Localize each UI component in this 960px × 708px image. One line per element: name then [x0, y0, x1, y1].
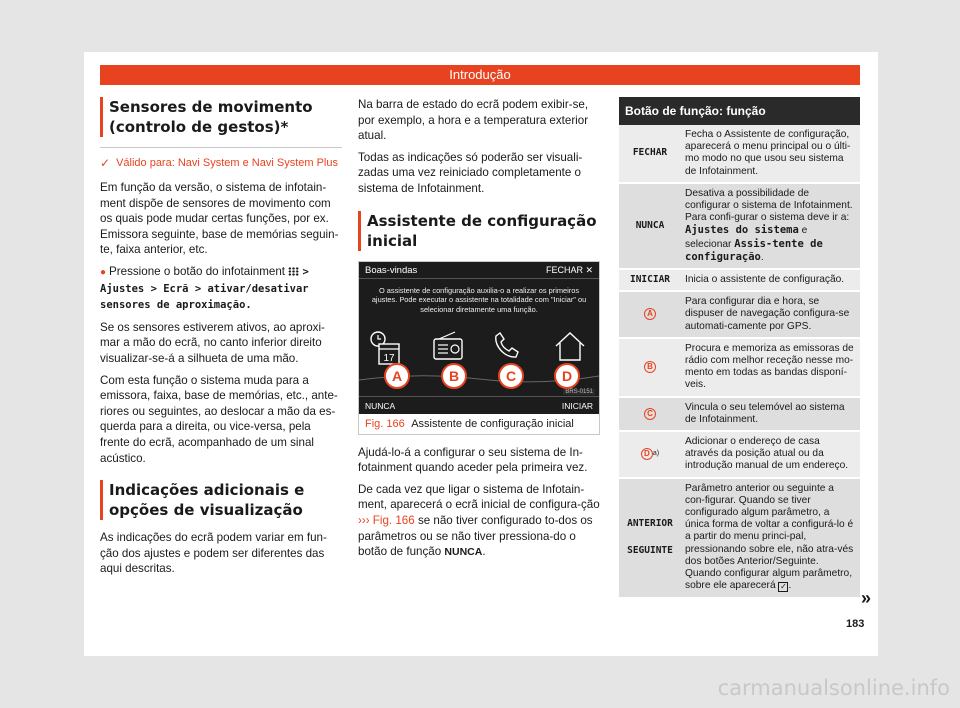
radio-icon[interactable] [431, 330, 465, 364]
table-row [619, 125, 860, 183]
heading-motion-sensors: Sensores de movimento (controlo de gestos)* [100, 97, 342, 137]
section-header: Introdução [100, 65, 860, 85]
checkbox-checked-icon: ✓ [780, 582, 787, 592]
row-key: NUNCA [619, 183, 681, 269]
calendar-clock-icon[interactable] [369, 330, 403, 368]
validity-note [100, 156, 342, 170]
row-key: INICIAR [619, 269, 681, 291]
image-code: BRS-0151 [565, 388, 593, 395]
infotainment-menu-icon [288, 267, 299, 276]
paragraph: Ajudá-lo-á a configurar o seu sistema de In-fotainment quando aceder pela primeira vez. [358, 445, 588, 475]
watermark: carmanualsonline.info [717, 676, 950, 700]
callout-c-label: C [644, 408, 656, 420]
previous-label: ANTERIOR [627, 518, 673, 530]
phone-icon[interactable] [489, 330, 523, 364]
menu-path: > Ajustes > Ecrã > ativar/desativar sensores de aproximação. [100, 265, 309, 312]
paragraph: Em função da versão, o sistema de infotain-ment dispõe de sensores de movimento com os quais pode mudar certas funções, por ex. Emissora seguinte, base de memórias seguin-te, faixa anterior, etc. [100, 181, 339, 257]
row-value: Parâmetro anterior ou seguinte a con-figurar. Quando se tiver configurado algum parâmetro, a única forma de voltar a configurá-lo é a partir do menu princi-pal, pressionando sobre ele, não atra-vés dos botões Anterior/Seguinte. Quando configurar algum parâmetro, sobre ele aparecerá ✓ . [681, 478, 860, 598]
never-button[interactable]: NUNCA [365, 400, 396, 411]
close-button[interactable]: FECHAR ✕ [545, 264, 593, 275]
row-value: Para configurar dia e hora, se dispuser de navegação configura-se automati-camente por GPS. [681, 291, 860, 338]
bullet-icon: ● [100, 266, 107, 278]
paragraph: As indicações do ecrã podem variar em fun-ção dos ajustes e podem ser diferentes das aqui descritas. [100, 531, 327, 576]
table-row [619, 291, 860, 338]
figure-number: Fig. 166 [365, 417, 405, 430]
row-value: Adicionar o endereço de casa através da posição atual ou da introdução manual de um endereço. [681, 431, 860, 478]
heading-setup-assistant: Assistente de configuração inicial [358, 211, 600, 251]
never-function-label: NUNCA [444, 546, 483, 559]
table-row [619, 338, 860, 397]
paragraph-with-reference: De cada vez que ligar o sistema de Infotain-ment, aparecerá o ecrã inicial de configura-ção ››› Fig. 166 se não tiver configurado to-dos os parâmetros ou se não tiver pressiona-do o botão de função NUNCA. [358, 482, 600, 559]
row-value: Fecha o Assistente de configuração, aparecerá o menu principal ou o últi-mo modo no que usou seu sistema de Infotainment. [681, 125, 860, 183]
column-1 [100, 97, 342, 583]
heading-additional-indications: Indicações adicionais e opções de visualização [100, 480, 342, 520]
row-key: FECHAR [619, 125, 681, 183]
row-value: Desativa a possibilidade de configurar o sistema de Infotainment. Para confi-gurar o sistema deve ir a: Ajustes do sistema e selecionar Assis-tente de configuração. [681, 183, 860, 269]
table-row [619, 397, 860, 431]
row-value: Vincula o seu telemóvel ao sistema de Infotainment. [681, 397, 860, 431]
row-key [619, 478, 681, 598]
row-key [619, 397, 681, 431]
table-row [619, 183, 860, 269]
infotainment-screen [359, 262, 599, 414]
row-key [619, 431, 681, 478]
paragraph: Na barra de estado do ecrã podem exibir-se, por exemplo, a hora e a temperatura exterior atual. [358, 98, 589, 143]
home-icon[interactable] [553, 330, 587, 364]
row-value: Procura e memoriza as emissoras de rádio com melhor receção nesse mo-mento em todas as bandas disponí-veis. [681, 338, 860, 397]
paragraph: Todas as indicações só poderão ser visuali-zadas uma vez reiniciado completamente o sistema de Infotainment. [358, 150, 583, 195]
callout-a-label: A [644, 308, 656, 320]
callout-b: B [441, 363, 467, 389]
figure-caption [359, 414, 599, 434]
bullet-instruction: ● Pressione o botão do infotainment > Ajustes > Ecrã > ativar/desativar sensores de aproximação. [100, 264, 309, 312]
row-key [619, 291, 681, 338]
screen-bottom-bar [359, 396, 599, 414]
validity-text: Válido para: Navi System e Navi System Plus [116, 157, 338, 169]
callout-d: D [554, 363, 580, 389]
page-number: 183 [846, 618, 865, 630]
column-3 [619, 97, 860, 599]
start-button[interactable]: INICIAR [561, 400, 593, 411]
figure-caption-text: Assistente de configuração inicial [411, 417, 574, 430]
column-2 [358, 97, 600, 567]
row-value: Inicia o assistente de configuração. [681, 269, 860, 291]
screen-title: Boas-vindas [365, 264, 418, 276]
function-table [619, 97, 860, 599]
row-key [619, 338, 681, 397]
table-row [619, 478, 860, 598]
continued-marker: » [861, 588, 872, 608]
table-row [619, 431, 860, 478]
callout-d-label: D [641, 448, 653, 460]
footnote-marker: a) [652, 450, 660, 458]
table-row [619, 269, 860, 291]
figure-reference-link[interactable]: ››› Fig. 166 [358, 513, 415, 527]
table-header: Botão de função: função [619, 97, 860, 125]
paragraph: Com esta função o sistema muda para a emissora, faixa, base de memórias, etc., ante-riores ou seguintes, ao deslocar a mão da es-querda para a direita, ou vice-versa, pela frente do ecrã, acompanhado de um sinal acústico. [100, 373, 338, 465]
next-label: SEGUINTE [627, 544, 673, 556]
paragraph: Se os sensores estiverem ativos, ao aproxi-mar a mão do ecrã, no canto inferior direito visualizar-se-á a silhueta de uma mão. [100, 320, 325, 365]
callout-b-label: B [644, 361, 656, 373]
divider [100, 147, 342, 148]
checkmark-icon: ✓ [100, 156, 111, 170]
figure-166 [358, 261, 600, 435]
calendar-day: 17 [383, 352, 395, 364]
screen-title-bar [359, 262, 599, 279]
screen-message: O assistente de configuração auxilia-o a realizar os primeiros ajustes. Pode executar o assistente na totalidade com "Iniciar" ou selecionar diretamente uma função. [371, 285, 587, 314]
callout-c: C [498, 363, 524, 389]
callout-a: A [384, 363, 410, 389]
